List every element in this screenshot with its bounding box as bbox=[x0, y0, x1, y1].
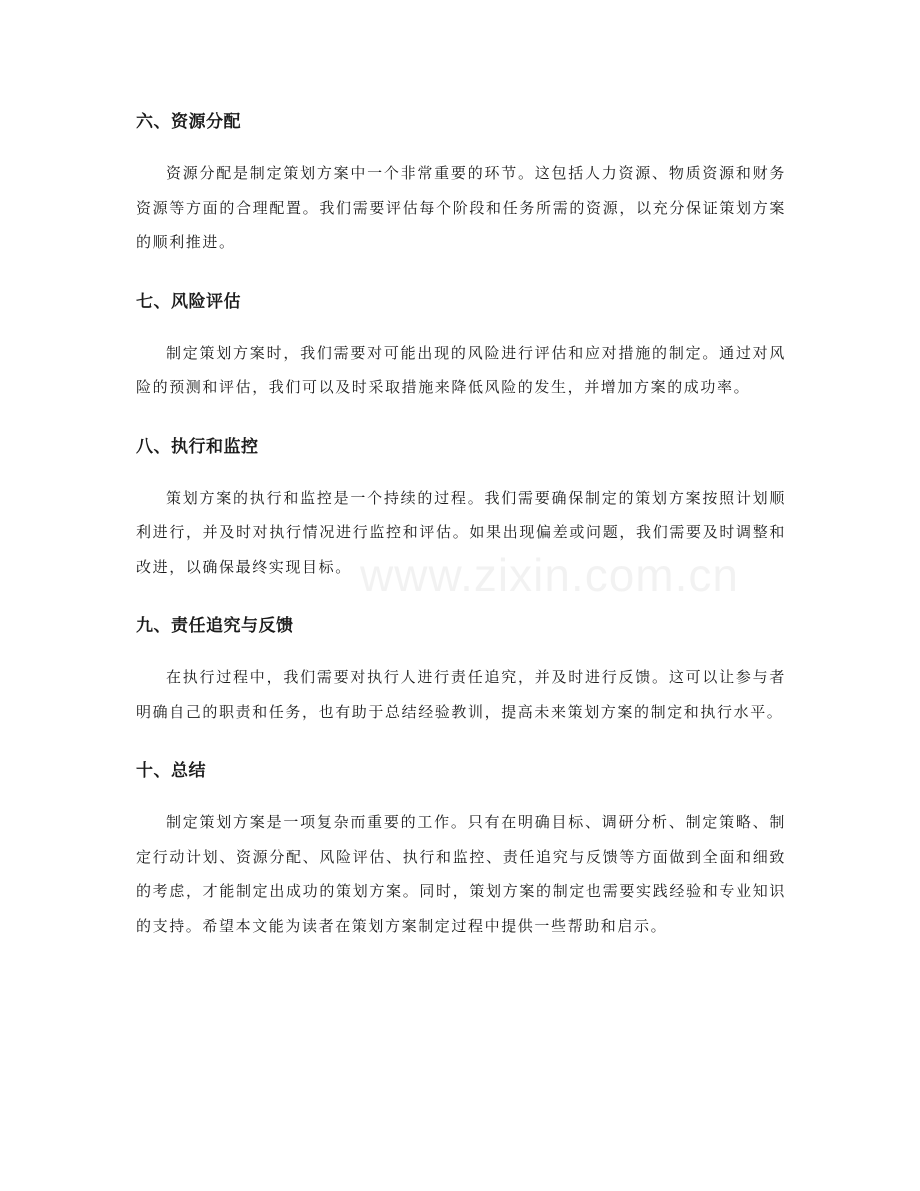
section-paragraph: 制定策划方案时，我们需要对可能出现的风险进行评估和应对措施的制定。通过对风险的预测和评估，我们可以及时采取措施来降低风险的发生，并增加方案的成功率。 bbox=[136, 343, 786, 396]
section-accountability-feedback bbox=[136, 608, 786, 729]
section-heading: 八、执行和监控 bbox=[136, 436, 259, 457]
section-summary bbox=[136, 753, 786, 943]
section-risk-assessment bbox=[136, 284, 786, 405]
section-heading: 七、风险评估 bbox=[136, 291, 241, 312]
section-paragraph: 策划方案的执行和监控是一个持续的过程。我们需要确保制定的策划方案按照计划顺利进行，并及时对执行情况进行监控和评估。如果出现偏差或问题，我们需要及时调整和改进，以确保最终实现目标。 bbox=[136, 488, 786, 576]
section-paragraph: 资源分配是制定策划方案中一个非常重要的环节。这包括人力资源、物质资源和财务资源等方面的合理配置。我们需要评估每个阶段和任务所需的资源，以充分保证策划方案的顺利推进。 bbox=[136, 164, 786, 251]
section-resource-allocation bbox=[136, 104, 786, 260]
section-heading: 九、责任追究与反馈 bbox=[136, 616, 294, 636]
document-body bbox=[136, 104, 786, 967]
section-paragraph: 制定策划方案是一项复杂而重要的工作。只有在明确目标、调研分析、制定策略、制定行动计划、资源分配、风险评估、执行和监控、责任追究与反馈等方面做到全面和细致的考虑，才能制定出成功的策划方案。同时，策划方案的制定也需要实践经验和专业知识的支持。希望本文能为读者在策划方案制定过程中提供一些帮助和启示。 bbox=[136, 813, 786, 935]
section-heading: 十、总结 bbox=[136, 761, 206, 781]
section-heading: 六、资源分配 bbox=[136, 112, 241, 132]
section-execution-monitoring bbox=[136, 429, 786, 585]
watermark: www.zixin.com.cn bbox=[360, 549, 739, 601]
section-paragraph: 在执行过程中，我们需要对执行人进行责任追究，并及时进行反馈。这可以让参与者明确自己的职责和任务，也有助于总结经验教训，提高未来策划方案的制定和执行水平。 bbox=[136, 668, 786, 721]
